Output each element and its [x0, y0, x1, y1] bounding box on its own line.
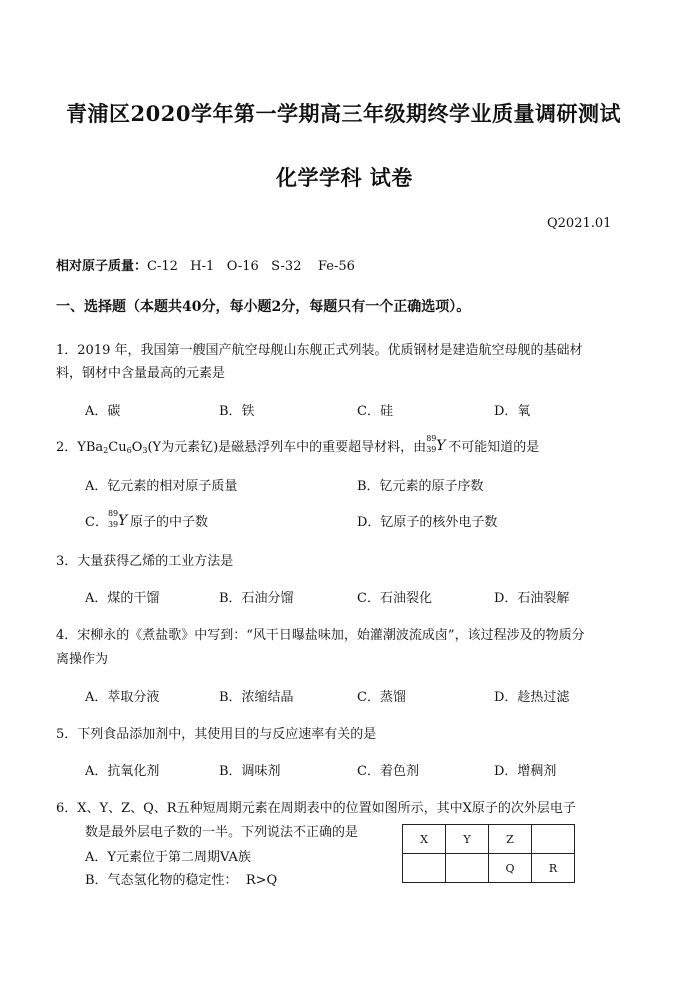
table-row: [403, 854, 575, 883]
q4-option-c: C．蒸馏: [357, 690, 406, 705]
q5-option-a: A．抗氧化剂: [85, 764, 160, 779]
q3-option-a: A．煤的干馏: [85, 591, 160, 606]
q6-stem-line1: 6．X、Y、Z、Q、R五种短周期元素在周期表中的位置如图所示，其中X原子的次外层电子: [56, 801, 576, 816]
q1-stem-line2: 料，钢材中含量最高的元素是: [56, 366, 226, 381]
q3-option-b: B．石油分馏: [219, 591, 294, 606]
table-cell: [403, 854, 446, 883]
table-row: [403, 825, 575, 854]
q4-option-a: A．萃取分液: [85, 690, 160, 705]
yttrium-isotope: 89 39 Y: [107, 509, 128, 529]
q5-option-c: C．着色剂: [357, 764, 419, 779]
page-subtitle: 化学学科 试卷: [276, 165, 413, 190]
q1-option-b: B．铁: [219, 404, 255, 419]
q1-option-a: A．碳: [85, 404, 121, 419]
q5-option-b: B．调味剂: [219, 764, 281, 779]
q3-option-d: D．石油裂解: [494, 591, 570, 606]
atomic-masses-label: 相对原子质量：: [56, 259, 148, 274]
exam-code: Q2021.01: [547, 216, 612, 231]
periodic-table-fragment: [402, 824, 575, 883]
q4-option-b: B．浓缩结晶: [219, 690, 294, 705]
q5-stem: 5．下列食品添加剂中，其使用目的与反应速率有关的是: [56, 727, 377, 742]
table-cell: Z: [489, 825, 532, 854]
q1-option-d: D．氧: [494, 404, 531, 419]
table-cell: [446, 854, 489, 883]
q5-option-d: D．增稠剂: [494, 764, 557, 779]
q3-stem: 3．大量获得乙烯的工业方法是: [56, 554, 234, 569]
page-title: 青浦区2020学年第一学期高三年级期终学业质量调研测试: [66, 101, 621, 126]
q4-stem-line1: 4．宋柳永的《煮盐歌》中写到：“风干日曝盐味加，始灌潮波流成卤”，该过程涉及的物质分: [56, 628, 585, 643]
q2-option-c: C． 89 39 Y 原子的中子数: [85, 509, 208, 530]
q1-stem-line1: 1．2019 年，我国第一艘国产航空母舰山东舰正式列装。优质钢材是建造航空母舰的基础材: [56, 343, 583, 358]
q3-option-c: C．石油裂化: [357, 591, 432, 606]
q1-option-c: C．硅: [357, 404, 393, 419]
section-heading: 一、选择题（本题共40分，每小题2分，每题只有一个正确选项）。: [56, 299, 471, 315]
q2-option-a: A．钇元素的相对原子质量: [85, 479, 238, 494]
q2-stem: 2．$YBa_2Cu_6O_3(Y$为元素钇)是磁悬浮列车中的重要超导材料，由 89 39 Y 不可能知道的是: [56, 434, 540, 455]
atomic-masses: [56, 255, 355, 274]
table-cell: X: [403, 825, 446, 854]
q6-option-b: B．气态氢化物的稳定性： R>Q: [85, 873, 278, 888]
q2-option-b: B．钇元素的原子序数: [357, 479, 484, 494]
table-cell: Q: [489, 854, 532, 883]
table-cell: Y: [446, 825, 489, 854]
yttrium-isotope: 89 39 Y: [426, 434, 446, 454]
q6-stem-line2: 数是最外层电子数的一半。下列说法不正确的是: [85, 825, 359, 840]
q4-option-d: D．趁热过滤: [494, 690, 570, 705]
atomic-masses-values: C-12 H-1 O-16 S-32 Fe-56: [147, 259, 355, 274]
table-cell: [532, 825, 575, 854]
q4-stem-line2: 离操作为: [56, 652, 109, 667]
q6-option-a: A．Y元素位于第二周期VA族: [85, 850, 251, 865]
table-cell: R: [532, 854, 575, 883]
q2-option-d: D．钇原子的核外电子数: [357, 515, 498, 530]
